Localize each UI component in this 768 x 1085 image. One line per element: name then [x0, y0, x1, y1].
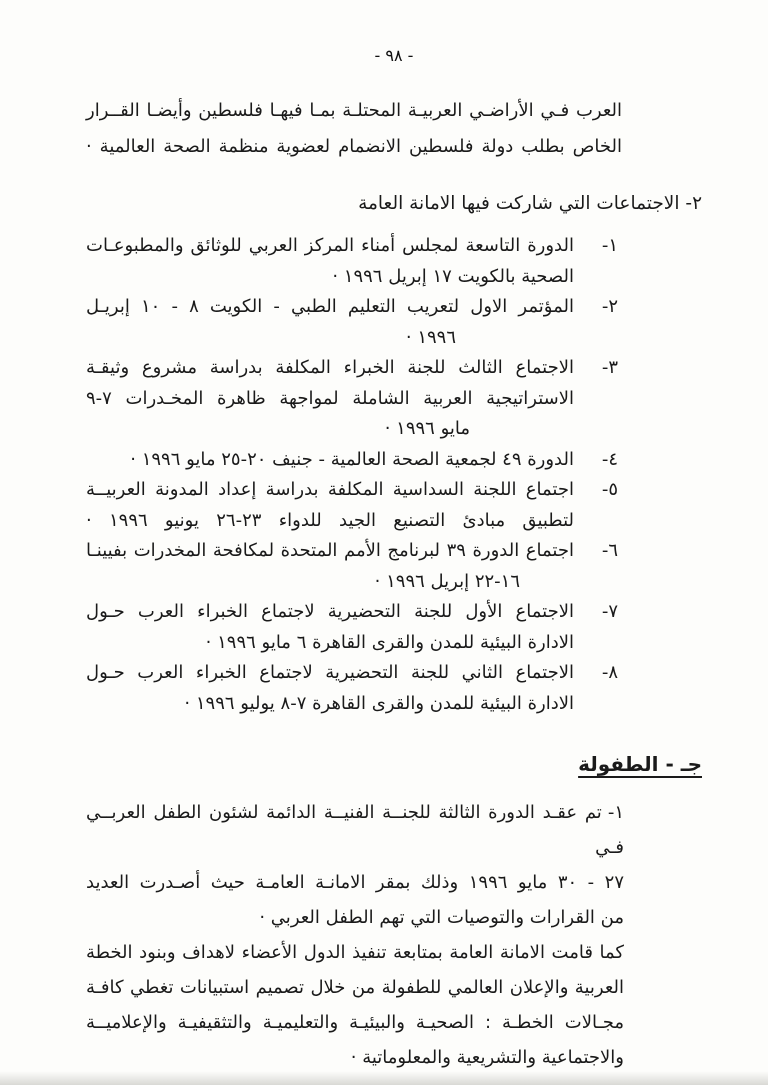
- childhood-paragraph-1: [86, 795, 624, 935]
- text-line: لتطبيق مبادئ التصنيع الجيد للدواء ٢٣-٢٦ يونيو ١٩٩٦ ·: [86, 509, 574, 531]
- text-line: ٢٧ - ٣٠ مايو ١٩٩٦ وذلك بمقر الامانـة العامـة حيث أصـدرت العديد: [86, 872, 624, 893]
- text-line: الاجتماع الثالث للجنة الخبراء المكلفة بدراسة مشروع وثيقـة: [86, 357, 574, 378]
- item-number: ٢-: [601, 296, 618, 317]
- list-item: [86, 597, 618, 658]
- text-line: مجـالات الخطـة : الصحيـة والبيئيـة والتعليميـة والتثقيفيـة والإعلاميــة: [86, 1012, 624, 1033]
- meetings-section-heading: ٢- الاجتماعات التي شاركت فيها الامانة العامة: [358, 193, 702, 214]
- item-number: ٥-: [601, 479, 618, 500]
- list-item: [86, 231, 618, 292]
- item-number: ٣-: [601, 357, 618, 378]
- childhood-paragraph-2: [86, 935, 624, 1075]
- item-number: ٤-: [601, 448, 618, 470]
- text-line: الصحية بالكويت ١٧ إبريل ١٩٩٦ ·: [332, 265, 574, 287]
- meetings-list: [86, 231, 618, 719]
- item-number: ٦-: [601, 540, 618, 561]
- item-text: [86, 231, 574, 292]
- text-line: الادارة البيئية للمدن والقرى القاهرة ٦ مايو ١٩٩٦ ·: [205, 631, 574, 653]
- text-line: العربية والإعلان العالمي للطفولة من خلال تصميم استبيانات تغطي كافـة: [86, 977, 624, 998]
- text-line: الاجتماع الثاني للجنة التحضيرية لاجتماع الخبراء العرب حـول: [86, 662, 574, 683]
- item-text: [86, 536, 574, 597]
- text-line: الادارة البيئية للمدن والقرى القاهرة ٧-٨ يوليو ١٩٩٦ ·: [184, 692, 574, 714]
- item-number: ١-: [601, 235, 618, 256]
- childhood-section-heading: جـ - الطفولة: [578, 752, 702, 776]
- list-item: [86, 353, 618, 445]
- list-item: [86, 536, 618, 597]
- text-line: المؤتمر الاول لتعريب التعليم الطبي - الكويت ٨ - ١٠ إبريـل: [86, 296, 574, 317]
- text-line: اجتماع الدورة ٣٩ لبرنامج الأمم المتحدة لمكافحة المخدرات بفيينـا: [86, 540, 574, 561]
- item-text: [86, 597, 574, 658]
- item-text: [86, 353, 574, 445]
- text-line: ١٩٩٦ ·: [405, 326, 456, 348]
- text-line: [86, 795, 624, 865]
- text-line: الاجتماع الأول للجنة التحضيرية لاجتماع الخبراء العرب حـول: [86, 601, 574, 622]
- text-line: تم عقـد الدورة الثالثة للجنــة الفنيــة الدائمة لشئون الطفل العربــي فـي: [86, 802, 624, 858]
- text-line: الخاص بطلب دولة فلسطين الانضمام لعضوية منظمة الصحة العالمية ·: [86, 136, 622, 157]
- text-line: الدورة التاسعة لمجلس أمناء المركز العربي للوثائق والمطبوعـات: [86, 235, 574, 256]
- item-text: [86, 658, 574, 719]
- page-number: - ٩٨ -: [374, 46, 414, 65]
- item-text: [86, 445, 574, 476]
- list-item: [86, 292, 618, 353]
- item-text: [86, 475, 574, 536]
- item-number: ٨-: [601, 662, 618, 683]
- text-line: الاستراتيجية العربية الشاملة لمواجهة ظاهرة المخـدرات ٧-٩: [86, 387, 574, 409]
- text-line: ١٦-٢٢ إبريل ١٩٩٦ ·: [374, 570, 520, 592]
- intro-paragraph: [86, 93, 622, 165]
- text-line: من القرارات والتوصيات التي تهم الطفل العربي ·: [259, 907, 624, 928]
- text-line: والاجتماعية والتشريعية والمعلوماتية ·: [350, 1047, 624, 1068]
- item-text: [86, 292, 574, 353]
- paragraph-number: ١-: [607, 802, 624, 823]
- text-line: الدورة ٤٩ لجمعية الصحة العالمية - جنيف ٢٠-٢٥ مايو ١٩٩٦ ·: [130, 448, 574, 470]
- text-line: مايو ١٩٩٦ ·: [384, 418, 470, 439]
- list-item: [86, 475, 618, 536]
- text-line: العرب فـي الأراضـي العربيـة المحتلـة بمـا فيهـا فلسطين وأيضـا القــرار: [86, 100, 622, 121]
- item-number: ٧-: [601, 601, 618, 622]
- list-item: [86, 445, 618, 476]
- list-item: [86, 658, 618, 719]
- text-line: اجتماع اللجنة السداسية المكلفة بدراسة إعداد المدونة العربيــة: [86, 479, 574, 500]
- text-line: كما قامت الامانة العامة بمتابعة تنفيذ الدول الأعضاء لاهداف وبنود الخطة: [86, 942, 624, 963]
